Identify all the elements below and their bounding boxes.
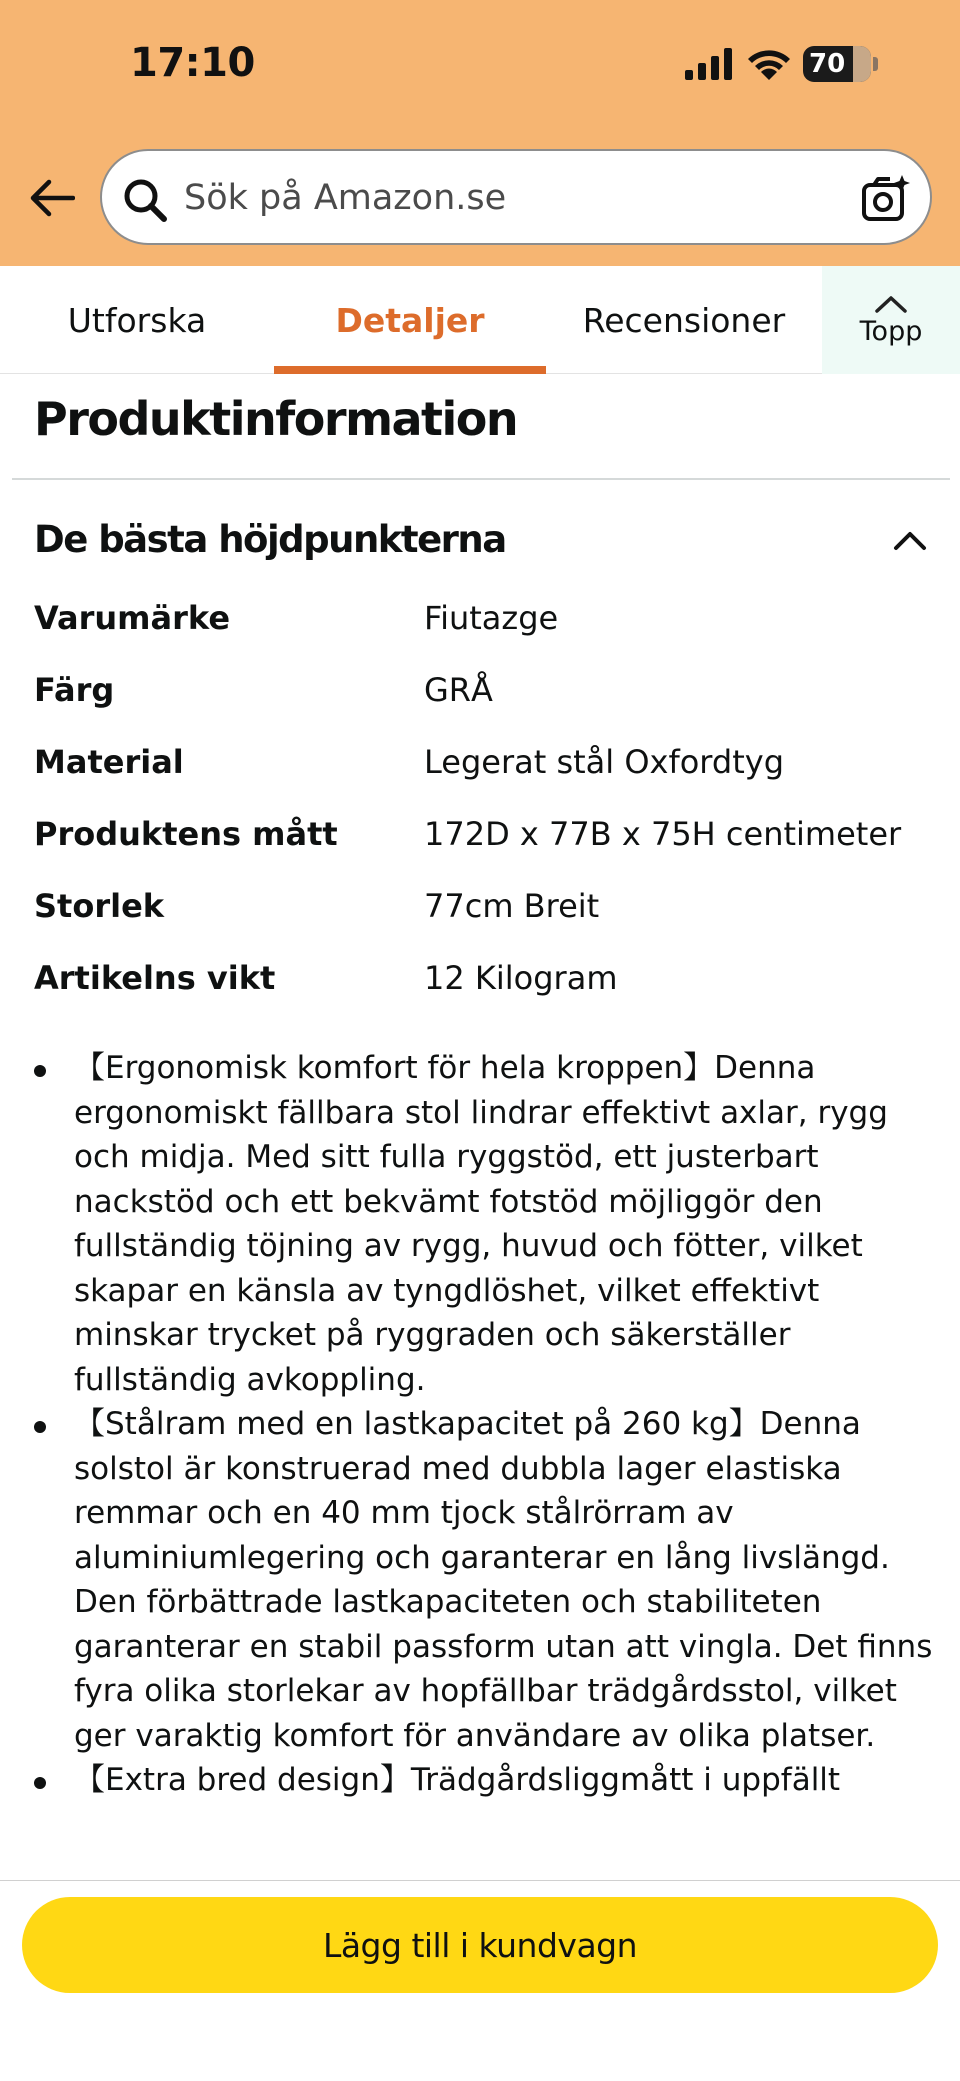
spec-key: Storlek [34,887,165,925]
tab-explore[interactable]: Utforska [67,300,207,340]
search-icon [122,177,168,223]
spec-value: GRÅ [424,671,493,709]
feature-bullet [34,1046,934,1402]
battery-nub [873,57,878,71]
spec-key: Färg [34,671,115,709]
bullet-dot [34,1065,46,1077]
active-tab-indicator [274,366,546,374]
battery-icon [803,46,871,82]
tab-details-label: Detaljer [335,300,485,340]
spec-value: 12 Kilogram [424,959,618,997]
camera-search-icon[interactable] [860,173,912,225]
spec-value: Legerat stål Oxfordtyg [424,743,784,781]
app-header [0,0,960,266]
back-arrow-icon [29,178,75,218]
spec-row [34,582,934,654]
section-divider [12,478,950,480]
section-title: Produktinformation [34,392,518,446]
spec-value: 77cm Breit [424,887,600,925]
spec-row [34,798,934,870]
bullet-dot [34,1777,46,1789]
spec-row [34,870,934,942]
spec-row [34,942,934,1014]
spec-key: Varumärke [34,599,231,637]
back-button[interactable] [26,172,78,224]
search-input[interactable] [184,173,784,223]
cellular-signal-icon [685,48,735,80]
feature-bullet-text: 【Ergonomisk komfort för hela kroppen】Denna ergonomiskt fällbara stol lindrar effektivt axlar, rygg och midja. Med sitt fulla ryggstöd, ett justerbart nackstöd och ett bekvämt fotstöd möjliggör den fullständig töjning av rygg, huvud och fötter, vilket skapar en känsla av tyngdlöshet, vilket effektivt minskar trycket på ryggraden och säkerställer fullständig avkoppling. [74,1050,888,1398]
section-tabs [0,266,960,374]
chevron-up-icon[interactable] [890,520,930,560]
feature-bullet [34,1758,934,1803]
bullet-dot [34,1421,46,1433]
status-icons [685,44,878,84]
search-bar[interactable] [100,149,932,245]
tab-details[interactable] [274,266,546,374]
chevron-up-icon [874,294,908,314]
wifi-icon [747,47,791,81]
scroll-to-top-label: Topp [859,315,923,347]
feature-bullet [34,1402,934,1758]
spec-key: Artikelns vikt [34,959,276,997]
feature-bullet-text: 【Stålram med en lastkapacitet på 260 kg】Denna solstol är konstruerad med dubbla lager elastiska remmar och en 40 mm tjock stålrörram av aluminiumlegering och garanterar en lång livslängd. Den förbättrade lastkapaciteten och stabiliteten garanterar en stabil passform utan att vingla. Det finns fyra olika storlekar av hopfällbar trädgårdsstol, vilket ger varaktig komfort för användare av olika platser. [74,1406,933,1754]
spec-row [34,726,934,798]
tab-reviews[interactable]: Recensioner [582,300,786,340]
battery-level: 70 [809,49,846,79]
scroll-to-top-button[interactable] [822,266,960,374]
spec-key: Produktens mått [34,815,338,853]
status-time: 17:10 [130,40,255,86]
spec-row [34,654,934,726]
feature-bullet-text: 【Extra bred design】Trädgårdsliggmått i uppfällt [74,1762,841,1798]
spec-table [34,582,934,1014]
spec-key: Material [34,743,184,781]
add-to-cart-button[interactable]: Lägg till i kundvagn [22,1897,938,1993]
highlights-title[interactable]: De bästa höjdpunkterna [34,518,506,561]
bottom-action-bar [0,1880,960,2081]
spec-value: Fiutazge [424,599,559,637]
feature-bullets [34,1046,934,1803]
spec-value: 172D x 77B x 75H centimeter [424,815,902,853]
